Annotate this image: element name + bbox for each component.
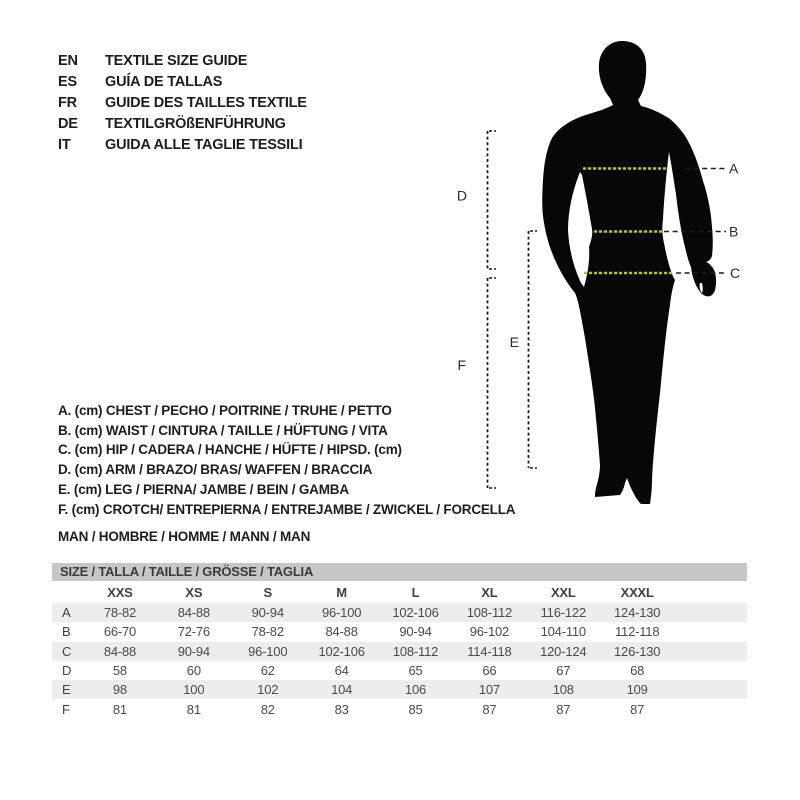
language-row [58,51,307,72]
table-cell: 83 [334,701,349,717]
table-row [52,661,747,680]
table-cell: 66-70 [103,624,137,640]
table-cell: 90-94 [399,624,432,640]
language-title: TEXTILGRÖßENFÜHRUNG [105,115,286,132]
size-columns-row [52,581,747,603]
table-cell: 106 [404,682,427,698]
row-label: C [62,643,72,659]
column-header: S [263,584,272,600]
table-cell: 100 [183,682,205,698]
row-label: D [62,663,72,679]
column-header: XL [481,584,498,600]
table-cell: 96-102 [469,624,510,640]
table-row [52,680,747,699]
table-cell: 114-118 [467,643,512,659]
language-code: IT [58,136,71,153]
table-cell: 109 [626,682,648,698]
language-title: TEXTILE SIZE GUIDE [105,53,248,69]
table-cell: 104 [331,682,353,698]
language-row [58,72,307,93]
language-row [58,135,307,156]
table-row [52,603,747,622]
measurement-line: E. (cm) LEG / PIERNA/ JAMBE / BEIN / GAMBA [58,481,349,497]
column-header: XXXL [620,584,654,600]
man-silhouette [542,41,716,504]
table-cell: 107 [478,682,500,698]
table-cell: 81 [186,701,201,717]
table-cell: 82 [260,701,275,717]
table-cell: 87 [630,701,645,717]
table-cell: 84-88 [325,624,358,640]
table-cell: 84-88 [177,605,210,621]
table-cell: 84-88 [103,643,137,659]
table-cell: 78-82 [251,624,284,640]
table-cell: 90-94 [177,643,210,659]
size-table-body [52,603,747,719]
table-cell: 81 [112,701,127,717]
language-code: ES [58,73,77,90]
table-row [52,699,747,718]
label-waist: B [729,223,739,240]
table-cell: 98 [112,682,127,698]
language-title: GUÍA DE TALLAS [105,73,223,90]
label-arm: D [456,187,467,204]
table-cell: 64 [334,663,349,679]
table-row [52,622,747,641]
gender-line: MAN / HOMBRE / HOMME / MANN / MAN [58,529,311,544]
table-cell: 108-112 [392,643,439,659]
language-code: DE [58,115,78,132]
language-code: EN [58,53,78,69]
language-code: FR [58,94,77,111]
table-cell: 102-106 [318,643,365,659]
table-cell: 60 [186,663,201,679]
row-label: B [62,624,71,640]
column-header: XS [185,584,203,600]
measurement-line: F. (cm) CROTCH/ ENTREPIERNA / ENTREJAMBE / ZWICKEL / FORCELLA [58,501,516,517]
measurement-line: A. (cm) CHEST / PECHO / POITRINE / TRUHE / PETTO [58,403,392,418]
language-row [58,114,307,135]
table-cell: 116-122 [540,605,586,621]
table-cell: 108 [552,682,574,698]
measurement-legend [58,401,515,519]
language-list [58,51,307,156]
column-header: L [411,584,420,600]
measurement-line: B. (cm) WAIST / CINTURA / TAILLE / HÜFTUNG / VITA [58,422,388,438]
column-header: XXS [107,584,133,600]
row-label: E [62,682,71,698]
size-table-header: SIZE / TALLA / TAILLE / GRÖSSE / TAGLIA [52,563,747,581]
table-cell: 124-130 [614,605,661,621]
table-cell: 108-112 [466,605,513,621]
table-cell: 67 [556,663,571,679]
measurement-line: C. (cm) HIP / CADERA / HANCHE / HÜFTE / HIPSD. (cm) [58,442,402,458]
label-crotch: F [457,357,466,373]
table-cell: 120-124 [540,643,587,659]
table-cell: 58 [112,663,127,679]
table-cell: 102 [257,682,279,698]
size-table [52,563,747,719]
row-label: F [62,701,70,717]
table-cell: 87 [556,701,571,717]
label-chest: A [729,160,739,177]
label-leg: E [509,334,519,350]
language-title: GUIDE DES TAILLES TEXTILE [105,94,307,111]
table-cell: 126-130 [614,643,661,659]
measurement-line: D. (cm) ARM / BRAZO/ BRAS/ WAFFEN / BRACCIA [58,462,373,478]
row-label: A [62,605,71,621]
table-cell: 87 [482,701,497,717]
table-cell: 68 [630,663,645,679]
table-cell: 104-110 [540,624,586,640]
language-row [58,93,307,114]
table-cell: 96-100 [248,643,288,659]
table-cell: 72-76 [177,624,210,640]
table-cell: 112-118 [614,624,660,640]
table-cell: 90-94 [251,605,284,621]
table-row [52,642,747,661]
table-cell: 96-100 [321,605,362,621]
label-hip: C [730,265,741,281]
table-cell: 65 [408,663,423,679]
table-cell: 85 [408,701,423,717]
column-header: XXL [550,584,576,600]
table-cell: 66 [482,663,497,679]
column-header: M [336,584,347,600]
table-cell: 102-106 [392,605,439,621]
language-title: GUIDA ALLE TAGLIE TESSILI [105,136,303,153]
table-cell: 62 [260,663,275,679]
table-cell: 78-82 [103,605,137,621]
